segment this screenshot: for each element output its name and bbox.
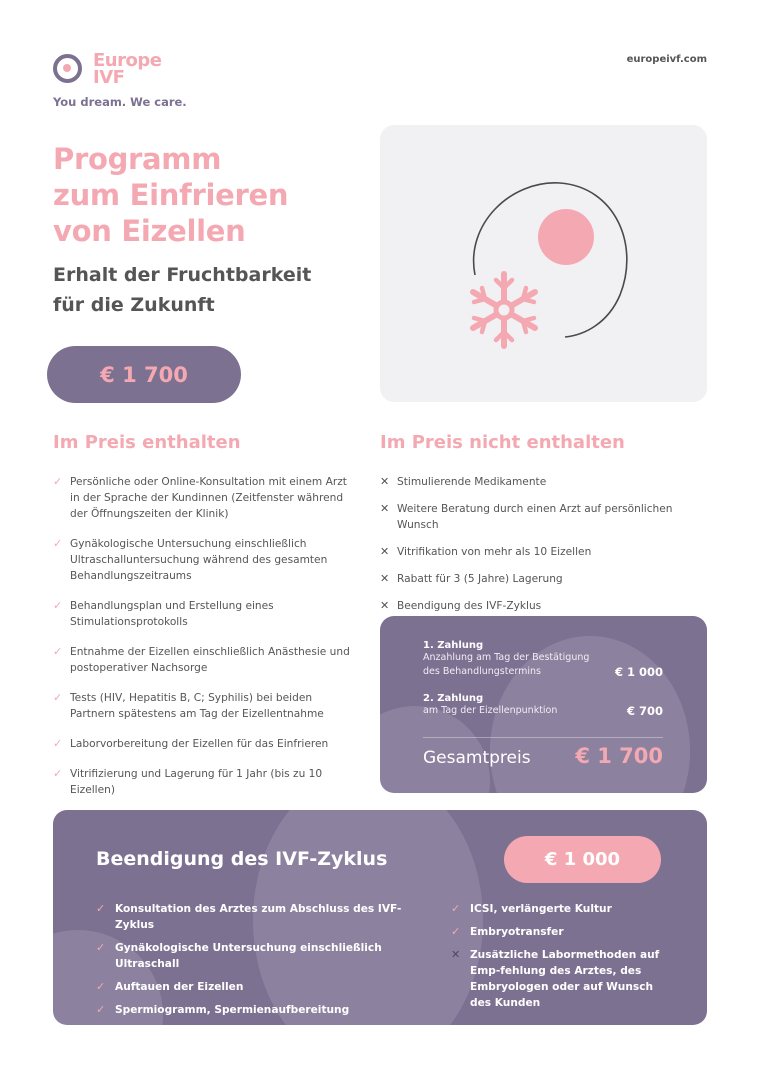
logo-text — [93, 52, 161, 86]
egg-cell-icon — [538, 209, 594, 265]
list-item: ✓ Konsultation des Arztes zum Abschluss des IVF-Zyklus — [96, 902, 402, 931]
check-icon: ✓ — [96, 902, 106, 915]
divider — [423, 737, 663, 738]
included-list — [53, 474, 353, 812]
payment-2-title: 2. Zahlung — [423, 693, 484, 704]
list-item: ✕ Beendigung des IVF-Zyklus — [380, 599, 542, 612]
payment-1-amount: € 1 000 — [614, 665, 663, 679]
check-icon: ✓ — [451, 902, 461, 915]
logo-line-1: Europe — [93, 50, 162, 71]
check-icon: ✓ — [53, 599, 63, 612]
subtitle-line: Erhalt der Fruchtbarkeit — [53, 264, 312, 286]
list-item: ✓ Embryotransfer — [451, 925, 564, 938]
list-item: ✕ Weitere Beratung durch einen Arzt auf persönlichen Wunsch — [380, 502, 673, 531]
list-item: ✓ Tests (HIV, Hepatitis B, C; Syphilis) bei beiden Partnern spätestens am Tag der Eizellentnahme — [53, 691, 324, 720]
snowflake-icon — [473, 274, 535, 346]
payment-row-1 — [423, 640, 663, 679]
list-item: ✓ ICSI, verlängerte Kultur — [451, 902, 612, 915]
website-link[interactable]: europeivf.com — [626, 54, 707, 65]
check-icon: ✓ — [53, 645, 63, 658]
check-icon: ✓ — [53, 691, 63, 704]
list-item: ✕ Stimulierende Medikamente — [380, 475, 547, 488]
list-item: ✓ Behandlungsplan und Erstellung eines Stimulationsprotokolls — [53, 599, 274, 628]
program-price-badge: € 1 700 — [47, 346, 241, 403]
list-item: ✓ Entnahme der Eizellen einschließlich Anästhesie und postoperativer Nachsorge — [53, 645, 350, 674]
check-icon: ✓ — [451, 925, 461, 938]
check-icon: ✓ — [96, 980, 106, 993]
logo-mark-icon — [53, 54, 82, 83]
cycle-included-list-left — [96, 901, 416, 1025]
title-line: Programm — [53, 142, 222, 176]
logo-line-2: IVF — [93, 67, 125, 88]
check-icon: ✓ — [53, 767, 63, 780]
excluded-list — [380, 474, 710, 625]
page-title — [53, 141, 353, 249]
payment-row-2 — [423, 693, 663, 718]
list-item: ✓ Vitrifizierung und Lagerung für 1 Jahr (bis zu 10 Eizellen) — [53, 767, 323, 796]
list-item: ✕ Vitrifikation von mehr als 10 Eizellen — [380, 545, 592, 558]
payment-card — [380, 616, 707, 793]
list-item: ✓ Persönliche oder Online-Konsultation mit einem Arzt in der Sprache der Kundinnen (Zeitfenster während der Öffnungszeiten der Klinik) — [53, 475, 347, 520]
title-line: zum Einfrieren — [53, 178, 289, 212]
list-item: ✓ Gynäkologische Untersuchung einschließlich Ultraschalluntersuchung während des gesamten Behandlungszeitraums — [53, 537, 328, 582]
cross-icon: ✕ — [380, 475, 390, 488]
cross-icon: ✕ — [380, 599, 390, 612]
cross-icon: ✕ — [380, 545, 390, 558]
list-item: ✕ Rabatt für 3 (5 Jahre) Lagerung — [380, 572, 563, 585]
ivf-cycle-card — [53, 810, 707, 1025]
list-item: ✓ Spermiogramm, Spermienaufbereitung — [96, 1003, 350, 1016]
cross-icon: ✕ — [451, 948, 461, 961]
payment-1-description: Anzahlung am Tag der Bestätigung des Behandlungstermins — [423, 652, 590, 677]
subtitle-line: für die Zukunft — [53, 294, 215, 316]
list-item: ✓ Laborvorbereitung der Eizellen für das Einfrieren — [53, 737, 329, 750]
check-icon: ✓ — [96, 1003, 106, 1016]
check-icon: ✓ — [53, 537, 63, 550]
list-item: ✕ Zusätzliche Labormethoden auf Emp-fehlung des Arztes, des Embryologen oder auf Wunsch des Kunden — [451, 948, 660, 1009]
cross-icon: ✕ — [380, 502, 390, 515]
tagline: You dream. We care. — [53, 95, 187, 109]
cycle-price-badge: € 1 000 — [504, 836, 661, 883]
cycle-title: Beendigung des IVF-Zyklus — [96, 848, 388, 870]
payment-2-amount: € 700 — [626, 704, 663, 718]
title-line: von Eizellen — [53, 214, 246, 248]
page-subtitle — [53, 260, 353, 320]
list-item: ✓ Gynäkologische Untersuchung einschließlich Ultraschall — [96, 941, 382, 970]
egg-freezing-illustration — [380, 125, 707, 402]
check-icon: ✓ — [53, 737, 63, 750]
cross-icon: ✕ — [380, 572, 390, 585]
illustration-panel — [380, 125, 707, 402]
excluded-section-title: Im Preis nicht enthalten — [380, 432, 625, 453]
payment-2-description: am Tag der Eizellenpunktion — [423, 705, 558, 716]
check-icon: ✓ — [53, 475, 63, 488]
total-label: Gesamtpreis — [423, 748, 531, 768]
check-icon: ✓ — [96, 941, 106, 954]
list-item: ✓ Auftauen der Eizellen — [96, 980, 244, 993]
included-section-title: Im Preis enthalten — [53, 432, 241, 453]
payment-1-title: 1. Zahlung — [423, 640, 484, 651]
total-amount: € 1 700 — [575, 744, 663, 768]
cycle-included-list-right — [451, 901, 676, 1018]
